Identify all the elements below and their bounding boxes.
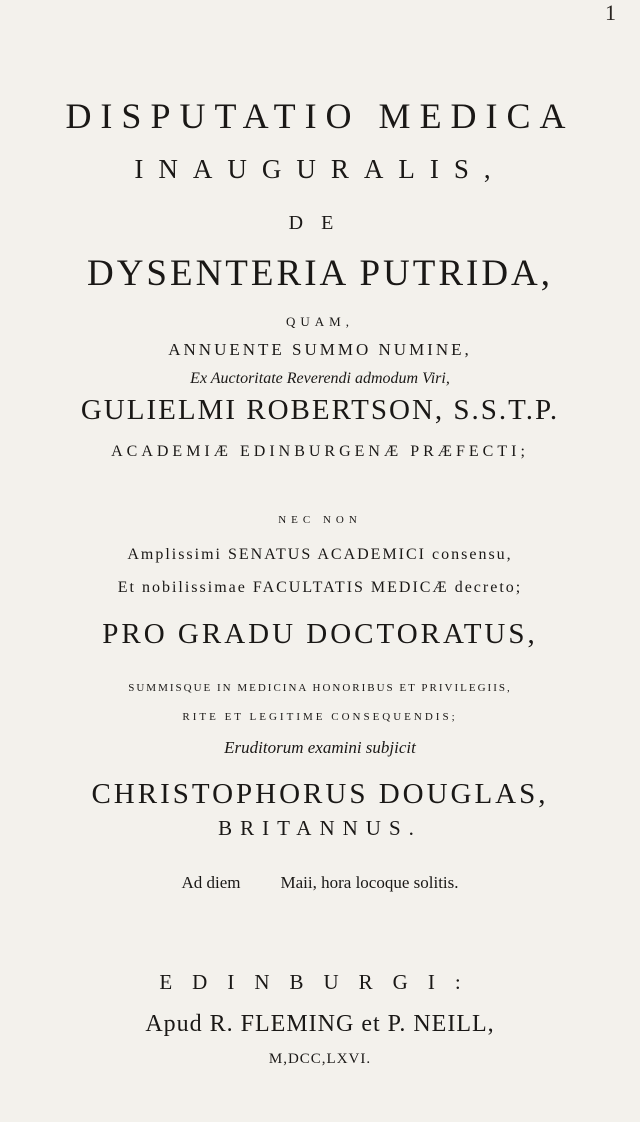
ex-auctoritate-line: Ex Auctoritate Reverendi admodum Viri, [190,370,450,387]
amplissimi-line: Amplissimi SENATUS ACADEMICI consensu, [127,546,513,563]
ad-diem-text: Ad diem [181,873,241,892]
academiae-line: ACADEMIÆ EDINBURGENÆ PRÆFECTI; [111,443,529,460]
date-line [0,874,640,891]
imprint-city: EDINBURGI: [159,970,481,994]
annuente-line: ANNUENTE SUMMO NUMINE, [168,340,472,359]
maii-text: Maii, hora locoque solitis. [280,873,459,892]
gulielmi-line: GULIELMI ROBERTSON, S.S.T.P. [80,394,560,426]
title-line-de: DE [288,212,352,234]
quam-line: QUAM, [286,314,354,329]
title-line-inauguralis: INAUGURALIS, [134,154,506,184]
pro-gradu-line: PRO GRADU DOCTORATUS, [102,618,538,650]
eruditorum-line: Eruditorum examini subjicit [224,738,416,757]
rite-line: RITE ET LEGITIME CONSEQUENDIS; [182,711,458,723]
title-line-dysenteria: DYSENTERIA PUTRIDA, [86,253,554,294]
summisque-line: SUMMISQUE IN MEDICINA HONORIBUS ET PRIVILEGIIS, [128,682,512,694]
imprint-printers: Apud R. FLEMING et P. NEILL, [145,1011,495,1037]
nobilissimae-line: Et nobilissimae FACULTATIS MEDICÆ decreto; [117,579,523,596]
author-name: CHRISTOPHORUS DOUGLAS, [91,778,549,810]
imprint-year: M,DCC,LXVI. [268,1051,372,1067]
nec-non-line: NEC NON [278,514,362,526]
title-line-disputatio: DISPUTATIO MEDICA [65,96,575,136]
page-number: 1 [605,0,616,25]
author-nationality: BRITANNUS. [218,816,422,840]
